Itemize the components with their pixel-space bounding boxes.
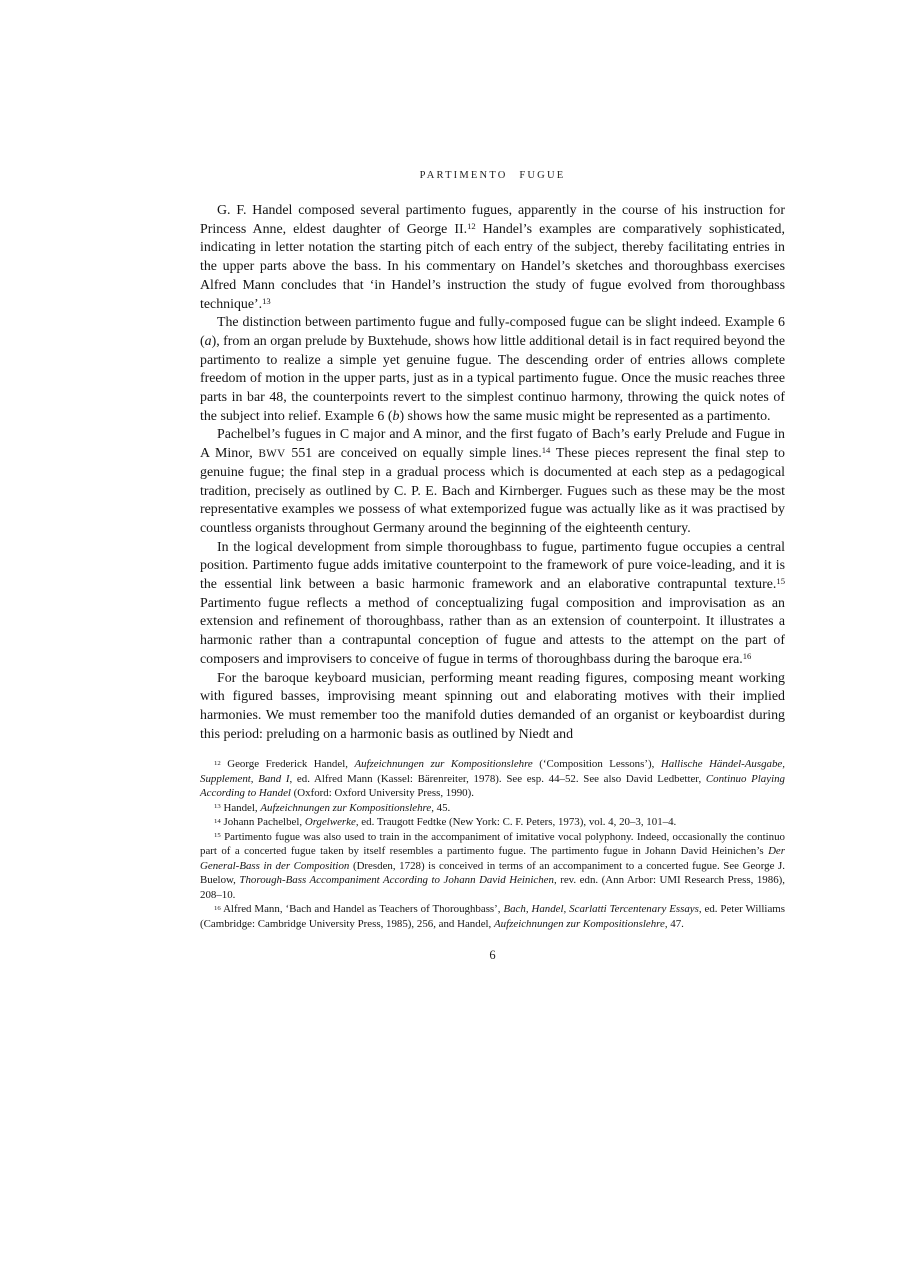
- italic-text: Orgelwerke: [304, 816, 356, 829]
- body-paragraph: [200, 314, 785, 426]
- text-run: Handel,: [220, 801, 261, 814]
- running-head: PARTIMENTO FUGUE: [419, 170, 566, 181]
- body-text: [200, 202, 785, 744]
- text-run: The distinction between partimento fugue and fully-composed fugue can be slight indeed. Example 6 (: [200, 315, 785, 349]
- italic-text: Thorough-Bass Accompaniment According to Johann David Heinichen: [239, 874, 554, 887]
- text-run: ) shows how the same music might be represented as a partimento.: [399, 408, 771, 424]
- footnote-reference: 16: [742, 651, 752, 661]
- footnote-reference: 16: [214, 904, 221, 912]
- italic-text: b: [392, 408, 400, 424]
- text-run: (‘Composition Lessons’),: [532, 758, 661, 771]
- footnotes: [200, 757, 785, 931]
- footnote-item: [200, 902, 785, 931]
- text-run: , ed. Peter Williams (Cambridge: Cambridge University Press, 1985), 256, and Handel,: [200, 903, 786, 930]
- text-run: In the logical development from simple thoroughbass to fugue, partimento fugue occupies a central position. Partimento fugue adds imitative counterpoint to the framework of pure voice-leading, and it is the essential link between a basic harmonic framework and an elaborative contrapuntal texture.: [200, 539, 785, 593]
- footnote-reference: 15: [776, 576, 785, 587]
- italic-text: Aufzeichnungen zur Kompositionslehre: [260, 801, 432, 814]
- italic-text: Hallische Händel-Ausgabe, Supplement, Band I: [200, 758, 785, 785]
- footnote-reference: 15: [214, 832, 221, 840]
- italic-text: a: [204, 333, 212, 349]
- body-paragraph: [200, 426, 785, 538]
- text-run: , ed. Alfred Mann (Kassel: Bärenreiter, 1978). See esp. 44–52. See also David Ledbetter,: [289, 772, 706, 785]
- body-paragraph: [200, 202, 785, 314]
- text-run: Handel’s examples are comparatively sophisticated, indicating in letter notation the starting pitch of each entry of the subject, thereby facilitating entries in the upper parts above the bass. In his commentary on Handel’s sketches and thoroughbass exercises Alfred Mann concludes that ‘in Handel’s instruction the study of fugue evolved from thoroughbass technique’.: [200, 221, 785, 312]
- footnote-item: [200, 830, 785, 903]
- text-run: , 47.: [664, 917, 684, 930]
- italic-text: Aufzeichnungen zur Kompositionslehre: [354, 758, 533, 771]
- text-run: ), from an organ prelude by Buxtehude, shows how little additional detail is in fact required beyond the partimento to realize a simple yet genuine fugue. The descending order of entries allows complete freedom of motion in the upper parts, just as in a typical partimento fugue. Once the music reaches three parts in bar 48, the counterpoints revert to the simplest continuo harmony, throwing the quick notes of the subject into relief. Example 6 (: [200, 333, 785, 424]
- page-number: 6: [489, 948, 496, 963]
- footnote-reference: 14: [541, 445, 551, 456]
- footnote-item: [200, 757, 785, 801]
- footnote-reference: 13: [214, 803, 221, 811]
- text-run: Partimento fugue was also used to train in the accompaniment of imitative vocal polyphony. Indeed, occasionally the continuo part of a concerted fugue taken by itself resembles a partimento fugue. The partimento fugue in Johann David Heinichen’s: [200, 830, 785, 858]
- text-run: Johann Pachelbel,: [220, 816, 305, 829]
- footnote-reference: 12: [214, 759, 221, 767]
- italic-text: Aufzeichnungen zur Kompositionslehre: [494, 917, 665, 930]
- footnote-item: [200, 801, 785, 816]
- text-run: , 45.: [431, 801, 451, 814]
- footnote-reference: 13: [262, 295, 271, 306]
- footnote-item: [200, 815, 785, 830]
- italic-text: Der General-Bass in der Composition: [200, 845, 785, 872]
- italic-text: Bach, Handel, Scarlatti Tercentenary Essays: [503, 903, 699, 916]
- text-run: George Frederick Handel,: [220, 758, 355, 771]
- text-run: Pachelbel’s fugues in C major and A minor, and the first fugato of Bach’s early Prelude and Fugue in A Minor,: [200, 427, 785, 462]
- body-paragraph: [200, 539, 785, 670]
- small-caps-text: BWV: [258, 448, 286, 461]
- body-paragraph: [200, 670, 785, 745]
- footnote-reference: 14: [214, 817, 221, 825]
- footnote-reference: 12: [467, 220, 476, 231]
- text-run: (Dresden, 1728) is conceived in terms of an accompaniment to a concerted fugue. See George J. Buelow,: [200, 859, 785, 887]
- italic-text: Continuo Playing According to Handel: [200, 772, 786, 800]
- text-run: For the baroque keyboard musician, performing meant reading figures, composing meant working with figured basses, improvising meant spinning out and elaborating motives with their implied harmonies. We must remember too the manifold duties demanded of an organist or keyboardist during this period: preluding on a harmonic basis as outlined by Niedt and: [200, 670, 785, 742]
- text-run: (Oxford: Oxford University Press, 1990).: [290, 787, 474, 800]
- text-run: These pieces represent the final step to genuine fugue; the final step in a gradual process which is documented at each step as a pedagogical tradition, precisely as outlined by C. P. E. Bach and Kirnberger. Fugues such as these may be the most representative examples we possess of what extemporized fugue was actually like as it was practised by countless organists throughout Germany around the beginning of the eighteenth century.: [200, 446, 785, 536]
- text-run: , ed. Traugott Fedtke (New York: C. F. Peters, 1973), vol. 4, 20–3, 101–4.: [355, 816, 677, 829]
- text-run: , rev. edn. (Ann Arbor: UMI Research Press, 1986), 208–10.: [200, 874, 785, 901]
- text-run: Alfred Mann, ‘Bach and Handel as Teachers of Thoroughbass’,: [220, 903, 504, 916]
- text-run: 551 are conceived on equally simple lines.: [285, 446, 542, 462]
- text-run: G. F. Handel composed several partimento fugues, apparently in the course of his instruction for Princess Anne, eldest daughter of George II.: [200, 203, 785, 237]
- text-run: Partimento fugue reflects a method of conceptualizing fugal composition and improvisation as an extension and refinement of thoroughbass, rather than as an extension of counterpoint. It illustrates a harmonic rather than a contrapuntal conception of fugue and attests to the attempt on the part of composers and improvisers to conceive of fugue in terms of thoroughbass during the baroque era.: [200, 595, 785, 667]
